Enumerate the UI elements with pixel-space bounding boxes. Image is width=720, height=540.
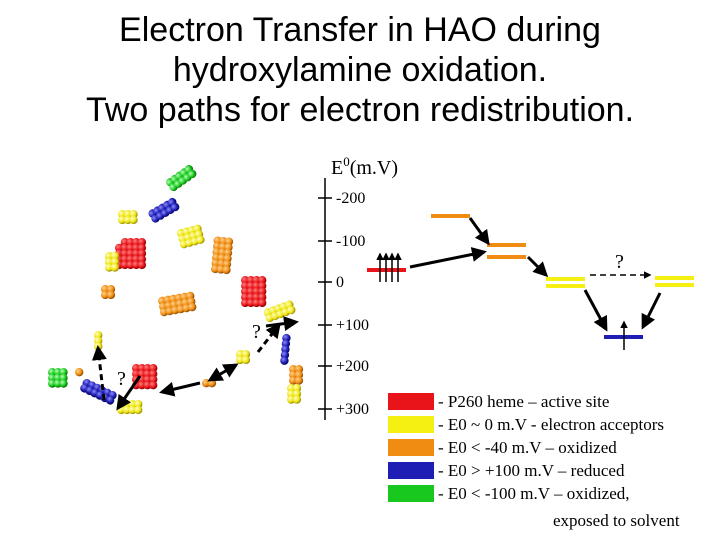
- slide-title: [0, 10, 720, 130]
- orange-heme: [101, 285, 115, 299]
- orange-heme: [289, 365, 303, 385]
- axis-label-unit: (m.V): [349, 157, 399, 179]
- yellow-heme: [263, 299, 297, 323]
- title-line-3: Two paths for electron redistribution.: [85, 91, 635, 129]
- axis-label-main: E: [331, 157, 344, 179]
- heme-arrows: [98, 322, 296, 408]
- legend-label: - P260 heme – active site: [438, 392, 610, 411]
- question-mark-heme-2: ?: [117, 368, 126, 390]
- legend-label: - E0 > +100 m.V – reduced: [438, 461, 625, 480]
- yellow-heme: [287, 384, 301, 404]
- legend-swatch: [388, 485, 434, 502]
- axis-tick-label: +200: [336, 358, 370, 375]
- p260-heme: [132, 364, 157, 389]
- yellow-heme: [94, 331, 102, 351]
- blue-heme: [280, 334, 291, 366]
- yellow-heme: [105, 252, 119, 272]
- orange-heme: [202, 379, 216, 387]
- yellow-heme: [176, 224, 206, 250]
- question-mark-heme-1: ?: [252, 321, 261, 343]
- yellow-heme: [236, 350, 250, 364]
- legend-label: - E0 ~ 0 m.V - electron acceptors: [438, 415, 665, 434]
- orange-heme: [157, 291, 197, 317]
- heme-clusters: [48, 163, 303, 414]
- axis-tick-label: -100: [336, 233, 366, 250]
- orange-heme: [211, 236, 234, 274]
- orange-heme: [75, 368, 83, 376]
- legend-swatch: [388, 416, 434, 433]
- axis-tick-label: 0: [336, 274, 344, 291]
- axis-label-sup: 0: [343, 154, 350, 169]
- legend-swatch: [388, 462, 434, 479]
- axis-tick-label: +300: [336, 401, 370, 418]
- green-heme: [48, 368, 68, 388]
- green-heme: [164, 163, 198, 192]
- p260-heme: [241, 276, 266, 307]
- yellow-heme: [118, 210, 138, 224]
- energy-transfer-arrows: [410, 218, 660, 329]
- legend-continuation: exposed to solvent: [553, 511, 680, 530]
- axis-tick-label: -200: [336, 190, 366, 207]
- title-line-1: Electron Transfer in HAO during: [119, 11, 601, 49]
- title-line-2: hydroxylamine oxidation.: [172, 51, 548, 89]
- legend-label: - E0 < -100 m.V – oxidized,: [438, 484, 630, 503]
- energy-axis: [318, 154, 398, 420]
- legend-label: - E0 < -40 m.V – oxidized: [438, 438, 617, 457]
- question-mark-energy: ?: [615, 251, 624, 273]
- axis-label: [331, 154, 398, 179]
- energy-levels: [367, 216, 694, 350]
- p260-heme: [115, 238, 146, 269]
- axis-tick-label: +100: [336, 317, 370, 334]
- legend-swatch: [388, 439, 434, 456]
- blue-heme: [79, 378, 118, 406]
- legend-swatch: [388, 393, 434, 410]
- blue-heme: [147, 196, 181, 224]
